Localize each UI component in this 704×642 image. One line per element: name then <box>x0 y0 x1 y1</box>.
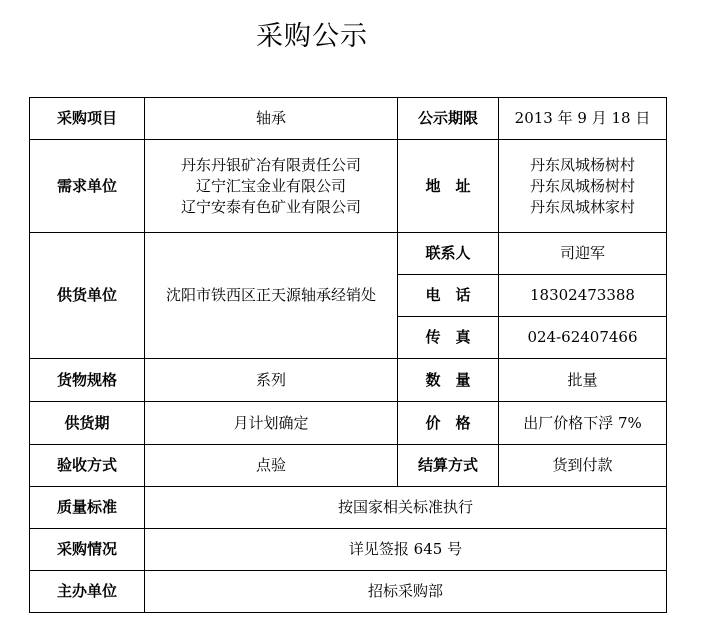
address-label: 地 址 <box>398 140 499 233</box>
demand-address: 丹东凤城杨树村 <box>529 176 635 195</box>
contact-value: 司迎军 <box>499 233 667 275</box>
acceptance-value: 点验 <box>145 445 398 487</box>
notice-table <box>29 97 667 613</box>
contact-label: 联系人 <box>398 233 499 275</box>
phone-value: 18302473388 <box>499 275 667 317</box>
demand-label: 需求单位 <box>30 140 145 233</box>
project-value: 轴承 <box>145 98 398 140</box>
spec-label: 货物规格 <box>30 359 145 402</box>
demand-address: 丹东凤城林家村 <box>529 197 635 216</box>
supplier-value: 沈阳市铁西区正天源轴承经销处 <box>145 233 398 359</box>
row-quality <box>30 487 667 529</box>
settle-value: 货到付款 <box>499 445 667 487</box>
demand-units <box>145 140 398 233</box>
project-label: 采购项目 <box>30 98 145 140</box>
demand-addresses <box>499 140 667 233</box>
row-supplier-contact <box>30 233 667 275</box>
row-spec <box>30 359 667 402</box>
row-project <box>30 98 667 140</box>
delivery-label: 供货期 <box>30 402 145 445</box>
demand-unit: 丹东丹银矿冶有限责任公司 <box>180 155 361 174</box>
purchase-label: 采购情况 <box>30 529 145 571</box>
price-label: 价 格 <box>398 402 499 445</box>
row-demand <box>30 140 667 233</box>
qty-label: 数 量 <box>398 359 499 402</box>
qty-value: 批量 <box>499 359 667 402</box>
host-label: 主办单位 <box>30 571 145 613</box>
row-delivery <box>30 402 667 445</box>
row-acceptance <box>30 445 667 487</box>
supplier-label: 供货单位 <box>30 233 145 359</box>
page-title: 采购公示 <box>256 21 368 52</box>
phone-label: 电 话 <box>398 275 499 317</box>
host-value: 招标采购部 <box>145 571 667 613</box>
demand-address: 丹东凤城杨树村 <box>529 155 635 174</box>
row-purchase <box>30 529 667 571</box>
fax-value: 024-62407466 <box>499 317 667 359</box>
price-value: 出厂价格下浮 7% <box>499 402 667 445</box>
spec-value: 系列 <box>145 359 398 402</box>
period-value: 2013 年 9 月 18 日 <box>499 98 667 140</box>
quality-label: 质量标准 <box>30 487 145 529</box>
settle-label: 结算方式 <box>398 445 499 487</box>
quality-value: 按国家相关标准执行 <box>145 487 667 529</box>
delivery-value: 月计划确定 <box>145 402 398 445</box>
demand-unit: 辽宁汇宝金业有限公司 <box>195 176 346 195</box>
demand-unit: 辽宁安泰有色矿业有限公司 <box>180 197 361 216</box>
acceptance-label: 验收方式 <box>30 445 145 487</box>
period-label: 公示期限 <box>398 98 499 140</box>
fax-label: 传 真 <box>398 317 499 359</box>
row-host <box>30 571 667 613</box>
purchase-value: 详见签报 645 号 <box>145 529 667 571</box>
